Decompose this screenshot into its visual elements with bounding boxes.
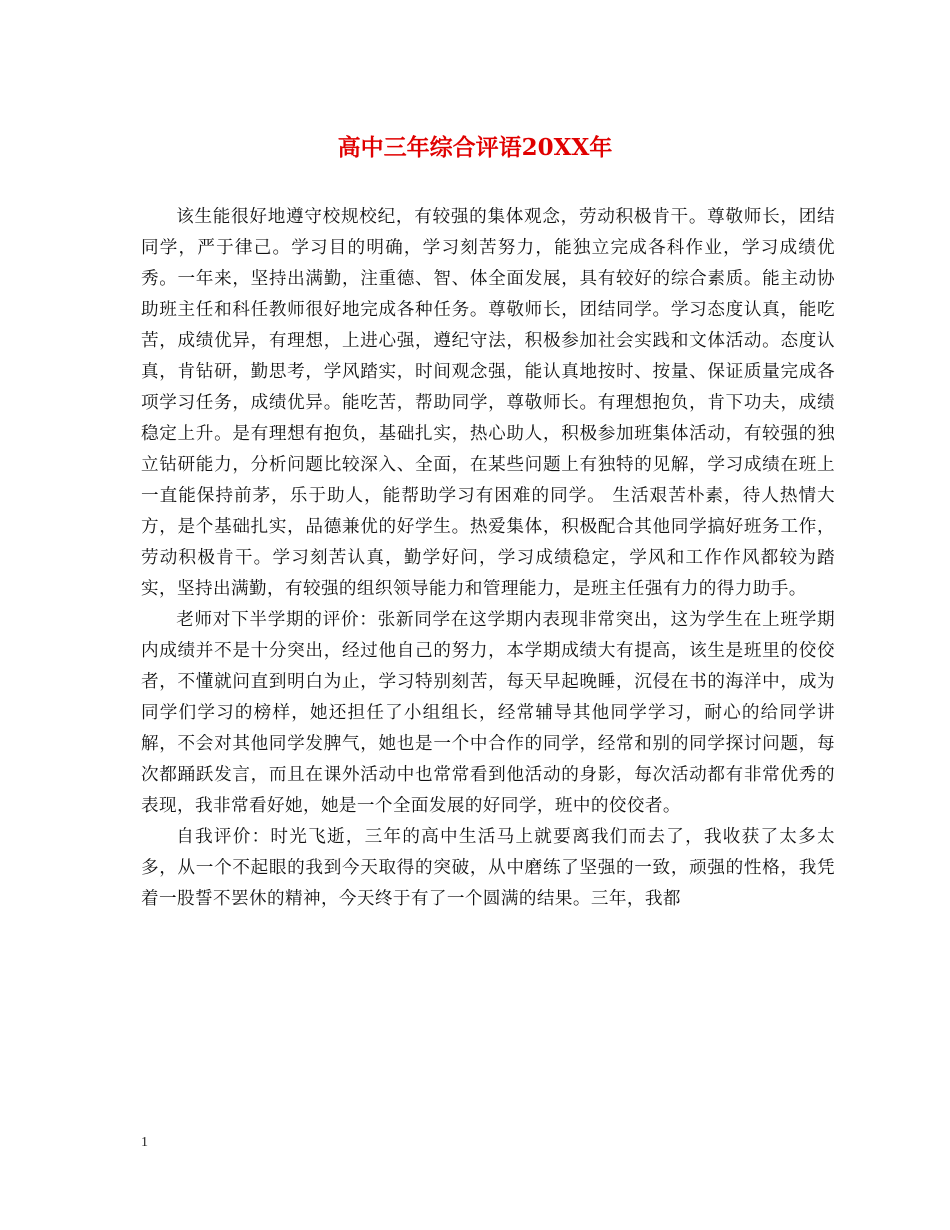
document-body xyxy=(141,202,835,915)
paragraph-comprehensive-comment: 该生能很好地遵守校规校纪，有较强的集体观念，劳动积极肯干。尊敬师长，团结同学，严于律己。学习目的明确，学习刻苦努力，能独立完成各科作业，学习成绩优秀。一年来，坚持出满勤，注重德、智、体全面发展，具有较好的综合素质。能主动协助班主任和科任教师很好地完成各种任务。尊敬师长，团结同学。学习态度认真，能吃苦，成绩优异，有理想，上进心强，遵纪守法，积极参加社会实践和文体活动。态度认真，肯钻研，勤思考，学风踏实，时间观念强，能认真地按时、按量、保证质量完成各项学习任务，成绩优异。能吃苦，帮助同学，尊敬师长。有理想抱负，肯下功夫，成绩稳定上升。是有理想有抱负，基础扎实，热心助人，积极参加班集体活动，有较强的独立钻研能力，分析问题比较深入、全面，在某些问题上有独特的见解，学习成绩在班上一直能保持前茅，乐于助人，能帮助学习有困难的同学。 生活艰苦朴素，待人热情大方，是个基础扎实，品德兼优的好学生。热爱集体，积极配合其他同学搞好班务工作，劳动积极肯干。学习刻苦认真，勤学好问，学习成绩稳定，学风和工作作风都较为踏实，坚持出满勤，有较强的组织领导能力和管理能力，是班主任强有力的得力助手。 xyxy=(141,207,835,599)
document-title: 高中三年综合评语20XX年 xyxy=(337,134,613,161)
paragraph-teacher-evaluation: 老师对下半学期的评价：张新同学在这学期内表现非常突出，这为学生在上班学期内成绩并不是十分突出，经过他自己的努力，本学期成绩大有提高，该生是班里的佼佼者，不懂就问直到明白为止，学习特别刻苦，每天早起晚睡，沉侵在书的海洋中，成为同学们学习的榜样，她还担任了小组组长，经常辅导其他同学学习，耐心的给同学讲解，不会对其他同学发脾气，她也是一个中合作的同学，经常和别的同学探讨问题，每次都踊跃发言，而且在课外活动中也常常看到他活动的身影，每次活动都有非常优秀的表现，我非常看好她，她是一个全面发展的好同学，班中的佼佼者。 xyxy=(141,610,835,816)
paragraph-self-evaluation: 自我评价：时光飞逝，三年的高中生活马上就要离我们而去了，我收获了太多太多，从一个不起眼的我到今天取得的突破，从中磨练了坚强的一致，顽强的性格，我凭着一股誓不罢休的精神，今天终于有了一个圆满的结果。三年，我都 xyxy=(141,827,835,909)
page-number: 1 xyxy=(141,1135,148,1150)
